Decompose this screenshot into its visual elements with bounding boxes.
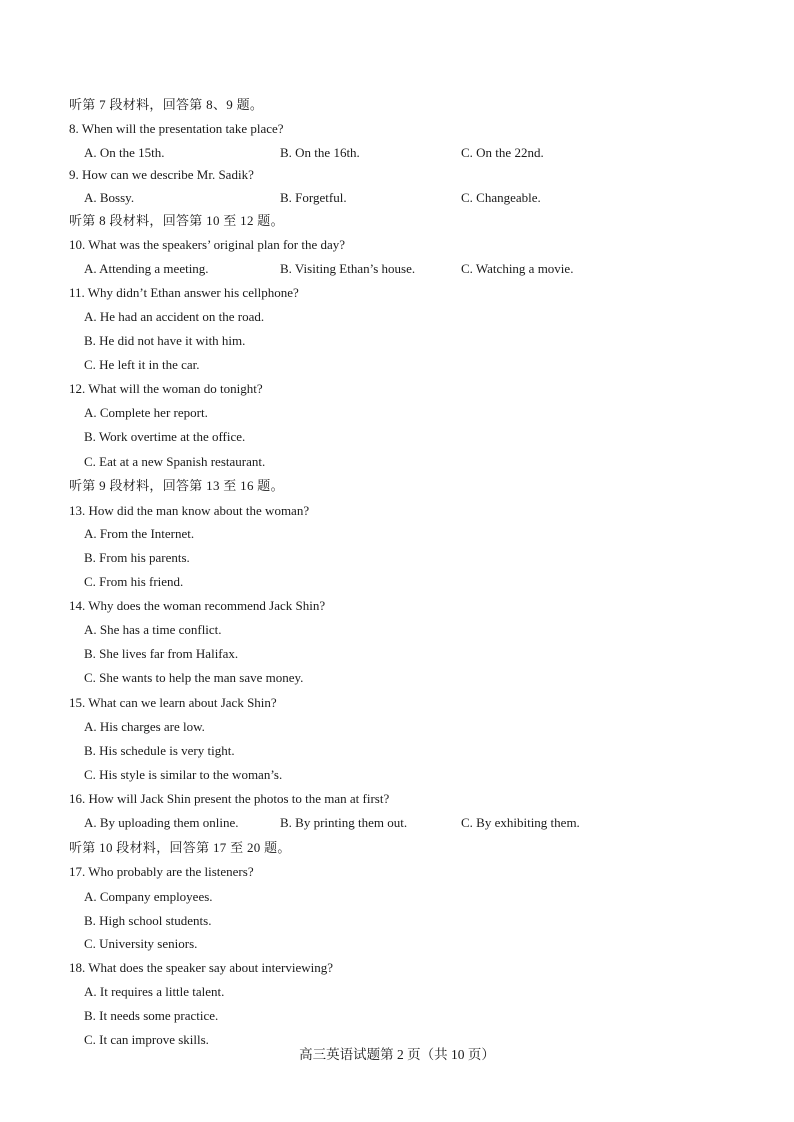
- question-10-option-b: B. Visiting Ethan’s house.: [280, 261, 416, 276]
- question-10-option-a: A. Attending a meeting.: [84, 261, 209, 276]
- question-12-option-b: B. Work overtime at the office.: [84, 429, 246, 444]
- question-18-option-b: B. It needs some practice.: [84, 1008, 219, 1023]
- section-heading-10: 听第 10 段材料，回答第 17 至 20 题。: [69, 840, 291, 855]
- question-14-option-a: A. She has a time conflict.: [84, 622, 222, 637]
- question-16-option-b: B. By printing them out.: [280, 815, 408, 830]
- question-12: 12. What will the woman do tonight?: [69, 381, 263, 396]
- question-13: 13. How did the man know about the woman?: [69, 503, 310, 518]
- question-9: 9. How can we describe Mr. Sadik?: [69, 167, 254, 182]
- question-17-option-b: B. High school students.: [84, 913, 212, 928]
- question-16-option-a: A. By uploading them online.: [84, 815, 239, 830]
- question-8-option-a: A. On the 15th.: [84, 145, 165, 160]
- question-16: 16. How will Jack Shin present the photos to the man at first?: [69, 791, 390, 806]
- question-11: 11. Why didn’t Ethan answer his cellphone?: [69, 285, 299, 300]
- question-12-option-c: C. Eat at a new Spanish restaurant.: [84, 454, 266, 469]
- question-14-option-b: B. She lives far from Halifax.: [84, 646, 239, 661]
- question-11-option-b: B. He did not have it with him.: [84, 333, 246, 348]
- question-10-option-c: C. Watching a movie.: [461, 261, 574, 276]
- question-11-option-c: C. He left it in the car.: [84, 357, 200, 372]
- page-footer: 高三英语试题第 2 页（共 10 页）: [299, 1047, 495, 1062]
- question-14: 14. Why does the woman recommend Jack Shin?: [69, 598, 326, 613]
- question-12-option-a: A. Complete her report.: [84, 405, 208, 420]
- question-8-option-b: B. On the 16th.: [280, 145, 360, 160]
- question-17: 17. Who probably are the listeners?: [69, 864, 254, 879]
- question-13-option-a: A. From the Internet.: [84, 526, 195, 541]
- question-10: 10. What was the speakers’ original plan for the day?: [69, 237, 346, 252]
- question-8: 8. When will the presentation take place?: [69, 121, 284, 136]
- question-15-option-a: A. His charges are low.: [84, 719, 205, 734]
- question-18-option-a: A. It requires a little talent.: [84, 984, 225, 999]
- question-11-option-a: A. He had an accident on the road.: [84, 309, 265, 324]
- question-13-option-c: C. From his friend.: [84, 574, 184, 589]
- question-15-option-b: B. His schedule is very tight.: [84, 743, 235, 758]
- question-14-option-c: C. She wants to help the man save money.: [84, 670, 304, 685]
- question-18: 18. What does the speaker say about interviewing?: [69, 960, 334, 975]
- question-8-option-c: C. On the 22nd.: [461, 145, 544, 160]
- question-15: 15. What can we learn about Jack Shin?: [69, 695, 277, 710]
- section-heading-9: 听第 9 段材料，回答第 13 至 16 题。: [69, 478, 284, 493]
- question-16-option-c: C. By exhibiting them.: [461, 815, 580, 830]
- question-17-option-c: C. University seniors.: [84, 936, 198, 951]
- question-17-option-a: A. Company employees.: [84, 889, 213, 904]
- section-heading-7: 听第 7 段材料，回答第 8、9 题。: [69, 97, 264, 112]
- question-9-option-c: C. Changeable.: [461, 190, 541, 205]
- question-9-option-a: A. Bossy.: [84, 190, 135, 205]
- question-13-option-b: B. From his parents.: [84, 550, 190, 565]
- section-heading-8: 听第 8 段材料，回答第 10 至 12 题。: [69, 213, 284, 228]
- question-18-option-c: C. It can improve skills.: [84, 1032, 209, 1047]
- question-9-option-b: B. Forgetful.: [280, 190, 347, 205]
- question-15-option-c: C. His style is similar to the woman’s.: [84, 767, 283, 782]
